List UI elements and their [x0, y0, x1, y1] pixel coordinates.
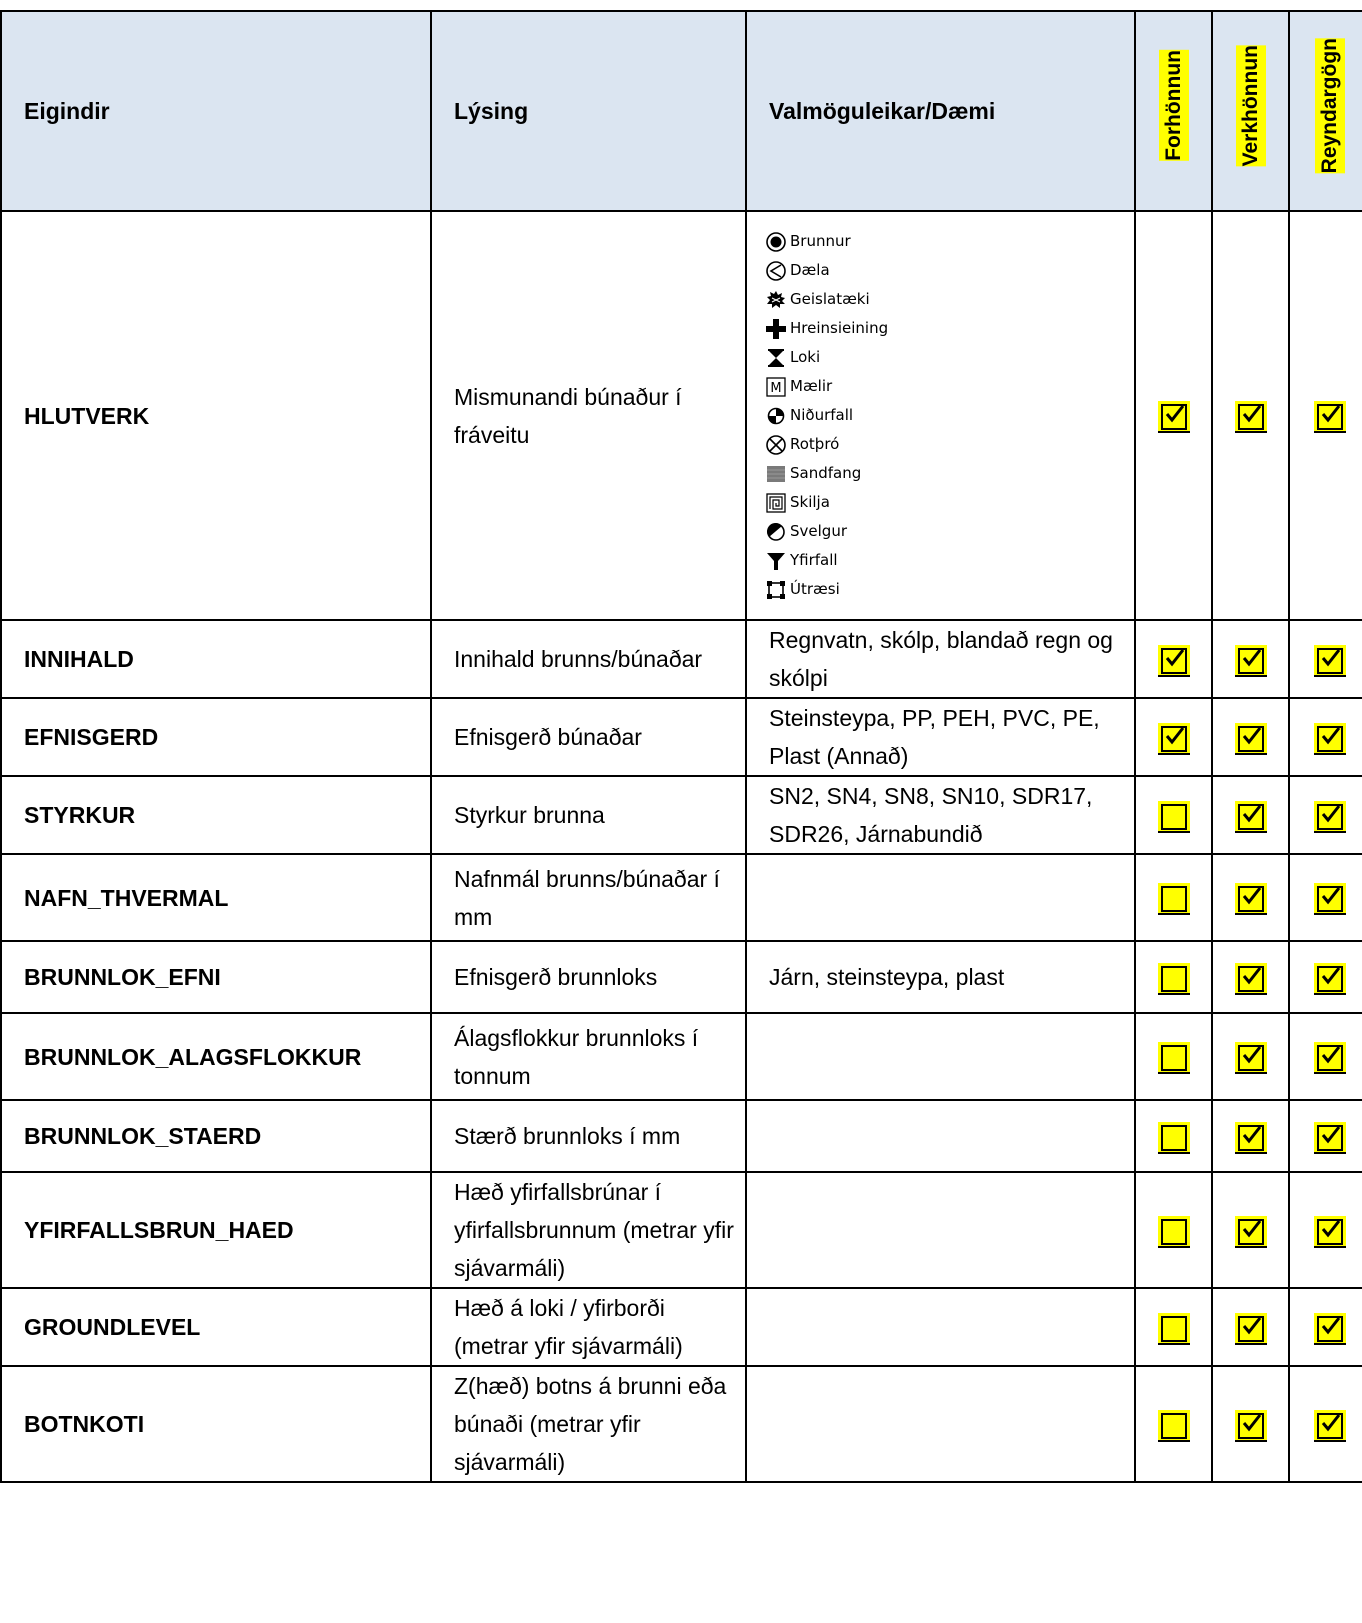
box-underline	[1235, 1440, 1267, 1442]
options-cell: Járn, steinsteypa, plast	[746, 941, 1135, 1013]
checked-box-icon[interactable]	[1235, 883, 1267, 915]
header-eigindir: Eigindir	[1, 11, 431, 211]
checkmark-icon	[1317, 724, 1343, 750]
option-label: Brunnur	[790, 232, 851, 250]
checked-box-icon[interactable]	[1235, 1122, 1267, 1154]
checkmark-icon	[1317, 1217, 1343, 1243]
funnel-icon	[765, 550, 787, 572]
box-underline	[1314, 431, 1346, 433]
checkmark-icon	[1238, 884, 1264, 910]
plus-icon	[765, 318, 787, 340]
option-label: Rotþró	[790, 435, 840, 453]
checked-box-icon[interactable]	[1158, 401, 1190, 433]
checked-box-icon[interactable]	[1235, 1216, 1267, 1248]
verkhonnun-cell	[1212, 854, 1289, 941]
forhonnun-cell	[1135, 1013, 1212, 1100]
attribute-name: BRUNNLOK_EFNI	[1, 941, 431, 1013]
description-cell: Efnisgerð búnaðar	[431, 698, 746, 776]
box-underline	[1235, 1343, 1267, 1345]
attribute-name: BRUNNLOK_STAERD	[1, 1100, 431, 1172]
checked-box-icon[interactable]	[1235, 1313, 1267, 1345]
option-label: Svelgur	[790, 522, 847, 540]
reyndargogn-cell	[1289, 1013, 1362, 1100]
option-item	[765, 343, 1134, 372]
checked-box-icon[interactable]	[1314, 801, 1346, 833]
checkmark-icon	[1238, 1217, 1264, 1243]
option-label: Skilja	[790, 493, 830, 511]
target-circle-icon	[765, 231, 787, 253]
empty-box-icon[interactable]	[1158, 1313, 1190, 1345]
box-underline	[1314, 675, 1346, 677]
attribute-name: INNIHALD	[1, 620, 431, 698]
checkmark-icon	[1238, 724, 1264, 750]
verkhonnun-cell	[1212, 1288, 1289, 1366]
forhonnun-cell	[1135, 698, 1212, 776]
reyndargogn-cell	[1289, 941, 1362, 1013]
checked-box-icon[interactable]	[1314, 645, 1346, 677]
box-underline	[1314, 993, 1346, 995]
box-outline	[1161, 1125, 1187, 1151]
gear-blob-icon	[765, 289, 787, 311]
attribute-name: STYRKUR	[1, 776, 431, 854]
box-underline	[1314, 1343, 1346, 1345]
checkmark-icon	[1317, 1411, 1343, 1437]
option-label: Dæla	[790, 261, 830, 279]
verkhonnun-cell	[1212, 941, 1289, 1013]
option-item	[765, 488, 1134, 517]
table-row	[1, 776, 1362, 854]
checkmark-icon	[1317, 802, 1343, 828]
table-row	[1, 854, 1362, 941]
options-icon-list	[746, 211, 1135, 620]
checked-box-icon[interactable]	[1158, 645, 1190, 677]
box-underline	[1235, 753, 1267, 755]
empty-box-icon[interactable]	[1158, 801, 1190, 833]
checkmark-icon	[1161, 402, 1187, 428]
description-cell: Stærð brunnloks í mm	[431, 1100, 746, 1172]
description-cell: Efnisgerð brunnloks	[431, 941, 746, 1013]
reyndargogn-cell	[1289, 1366, 1362, 1482]
forhonnun-cell	[1135, 620, 1212, 698]
verkhonnun-cell	[1212, 211, 1289, 620]
option-item	[765, 401, 1134, 430]
checkmark-icon	[1161, 646, 1187, 672]
table-row	[1, 211, 1362, 620]
attribute-name: BRUNNLOK_ALAGSFLOKKUR	[1, 1013, 431, 1100]
option-item	[765, 256, 1134, 285]
option-item	[765, 372, 1134, 401]
options-cell	[746, 1172, 1135, 1288]
box-outline	[1161, 804, 1187, 830]
verkhonnun-cell	[1212, 620, 1289, 698]
options-cell: Regnvatn, skólp, blandað regn og skólpi	[746, 620, 1135, 698]
box-underline	[1235, 913, 1267, 915]
box-underline	[1235, 675, 1267, 677]
empty-box-icon[interactable]	[1158, 1410, 1190, 1442]
box-underline	[1314, 1440, 1346, 1442]
checked-box-icon[interactable]	[1314, 1122, 1346, 1154]
box-outline	[1161, 1219, 1187, 1245]
checked-box-icon[interactable]	[1235, 801, 1267, 833]
box-outline	[1161, 1413, 1187, 1439]
checked-box-icon[interactable]	[1314, 1216, 1346, 1248]
table-row	[1, 1100, 1362, 1172]
table-row	[1, 941, 1362, 1013]
verkhonnun-cell	[1212, 1172, 1289, 1288]
description-cell: Z(hæð) botns á brunni eða búnaði (metrar yfir sjávarmáli)	[431, 1366, 746, 1482]
forhonnun-cell	[1135, 854, 1212, 941]
verkhonnun-cell	[1212, 776, 1289, 854]
table-row	[1, 1172, 1362, 1288]
reyndargogn-cell	[1289, 1100, 1362, 1172]
attribute-name: NAFN_THVERMAL	[1, 854, 431, 941]
box-underline	[1235, 1246, 1267, 1248]
half-circle-icon	[765, 521, 787, 543]
checked-box-icon[interactable]	[1314, 1313, 1346, 1345]
box-underline	[1235, 1152, 1267, 1154]
box-underline	[1314, 753, 1346, 755]
options-cell	[746, 1366, 1135, 1482]
header-valmoguleikar: Valmöguleikar/Dæmi	[746, 11, 1135, 211]
option-label: Útræsi	[790, 580, 840, 598]
description-cell: Styrkur brunna	[431, 776, 746, 854]
box-underline	[1158, 1072, 1190, 1074]
box-underline	[1158, 675, 1190, 677]
option-item	[765, 227, 1134, 256]
options-cell: SN2, SN4, SN8, SN10, SDR17, SDR26, Járnabundið	[746, 776, 1135, 854]
attribute-name: GROUNDLEVEL	[1, 1288, 431, 1366]
option-label: Geislatæki	[790, 290, 870, 308]
checkmark-icon	[1238, 802, 1264, 828]
empty-box-icon[interactable]	[1158, 883, 1190, 915]
checkmark-icon	[1238, 964, 1264, 990]
options-cell	[746, 1288, 1135, 1366]
empty-box-icon[interactable]	[1158, 1122, 1190, 1154]
checked-box-icon[interactable]	[1235, 1042, 1267, 1074]
reyndargogn-cell	[1289, 1288, 1362, 1366]
checkmark-icon	[1238, 1411, 1264, 1437]
box-underline	[1314, 1072, 1346, 1074]
box-underline	[1158, 1152, 1190, 1154]
box-outline	[1161, 886, 1187, 912]
description-cell: Mismunandi búnaður í fráveitu	[431, 211, 746, 620]
verkhonnun-cell	[1212, 1013, 1289, 1100]
option-item	[765, 546, 1134, 575]
checkmark-icon	[1238, 402, 1264, 428]
forhonnun-cell	[1135, 1172, 1212, 1288]
checked-box-icon[interactable]	[1235, 723, 1267, 755]
checked-box-icon[interactable]	[1314, 1410, 1346, 1442]
outlet-square-icon	[765, 579, 787, 601]
quarter-circle-icon	[765, 405, 787, 427]
verkhonnun-cell	[1212, 698, 1289, 776]
box-underline	[1235, 1072, 1267, 1074]
option-item	[765, 459, 1134, 488]
checkmark-icon	[1238, 1314, 1264, 1340]
option-label: Hreinsieining	[790, 319, 889, 337]
table-row	[1, 1366, 1362, 1482]
header-verkhonnun: Verkhönnun	[1212, 11, 1289, 211]
table-row	[1, 1013, 1362, 1100]
verkhonnun-cell	[1212, 1366, 1289, 1482]
attribute-name: BOTNKOTI	[1, 1366, 431, 1482]
attribute-name: HLUTVERK	[1, 211, 431, 620]
box-outline	[1161, 1045, 1187, 1071]
checked-box-icon[interactable]	[1314, 883, 1346, 915]
checked-box-icon[interactable]	[1235, 1410, 1267, 1442]
empty-box-icon[interactable]	[1158, 963, 1190, 995]
option-label: Sandfang	[790, 464, 862, 482]
box-underline	[1314, 1152, 1346, 1154]
option-item	[765, 517, 1134, 546]
hatched-square-icon	[765, 463, 787, 485]
table-row	[1, 698, 1362, 776]
box-underline	[1235, 431, 1267, 433]
reyndargogn-cell	[1289, 620, 1362, 698]
forhonnun-cell	[1135, 941, 1212, 1013]
box-underline	[1235, 831, 1267, 833]
options-cell	[746, 1100, 1135, 1172]
checked-box-icon[interactable]	[1314, 963, 1346, 995]
checkmark-icon	[1317, 1314, 1343, 1340]
forhonnun-cell	[1135, 1366, 1212, 1482]
option-item	[765, 430, 1134, 459]
box-underline	[1158, 1246, 1190, 1248]
options-cell	[746, 1013, 1135, 1100]
checkmark-icon	[1161, 724, 1187, 750]
reyndargogn-cell	[1289, 1172, 1362, 1288]
box-underline	[1314, 1246, 1346, 1248]
description-cell: Hæð yfirfallsbrúnar í yfirfallsbrunnum (metrar yfir sjávarmáli)	[431, 1172, 746, 1288]
header-row	[1, 11, 1362, 211]
attribute-name: EFNISGERD	[1, 698, 431, 776]
checkmark-icon	[1238, 646, 1264, 672]
box-underline	[1158, 431, 1190, 433]
reyndargogn-cell	[1289, 776, 1362, 854]
crossed-circle-icon	[765, 434, 787, 456]
box-underline	[1158, 993, 1190, 995]
header-reyndargogn: Reyndargögn	[1289, 11, 1362, 211]
checked-box-icon[interactable]	[1314, 723, 1346, 755]
checkmark-icon	[1317, 884, 1343, 910]
checkmark-icon	[1317, 1123, 1343, 1149]
forhonnun-cell	[1135, 211, 1212, 620]
forhonnun-cell	[1135, 1288, 1212, 1366]
checked-box-icon[interactable]	[1314, 401, 1346, 433]
option-item	[765, 285, 1134, 314]
attribute-table	[0, 10, 1362, 1483]
box-outline	[1161, 1316, 1187, 1342]
box-underline	[1158, 1343, 1190, 1345]
checked-box-icon[interactable]	[1235, 963, 1267, 995]
header-lysing: Lýsing	[431, 11, 746, 211]
box-underline	[1235, 993, 1267, 995]
hourglass-icon	[765, 347, 787, 369]
empty-box-icon[interactable]	[1158, 1216, 1190, 1248]
empty-box-icon[interactable]	[1158, 1042, 1190, 1074]
option-item	[765, 575, 1134, 604]
box-underline	[1158, 753, 1190, 755]
checkmark-icon	[1317, 964, 1343, 990]
description-cell: Nafnmál brunns/búnaðar í mm	[431, 854, 746, 941]
description-cell: Innihald brunns/búnaðar	[431, 620, 746, 698]
reyndargogn-cell	[1289, 211, 1362, 620]
box-underline	[1158, 1440, 1190, 1442]
option-label: Mælir	[790, 377, 833, 395]
checked-box-icon[interactable]	[1158, 723, 1190, 755]
spiral-square-icon	[765, 492, 787, 514]
option-label: Yfirfall	[790, 551, 838, 569]
forhonnun-cell	[1135, 1100, 1212, 1172]
svg-text:M: M	[770, 380, 782, 396]
checkmark-icon	[1238, 1043, 1264, 1069]
checkmark-icon	[1317, 646, 1343, 672]
checked-box-icon[interactable]	[1314, 1042, 1346, 1074]
pump-icon	[765, 260, 787, 282]
options-cell: Steinsteypa, PP, PEH, PVC, PE, Plast (Annað)	[746, 698, 1135, 776]
forhonnun-cell	[1135, 776, 1212, 854]
table-row	[1, 1288, 1362, 1366]
meter-box-icon	[765, 376, 787, 398]
options-cell	[746, 854, 1135, 941]
table-row	[1, 620, 1362, 698]
box-underline	[1158, 831, 1190, 833]
header-forhonnun: Forhönnun	[1135, 11, 1212, 211]
box-outline	[1161, 966, 1187, 992]
attribute-name: YFIRFALLSBRUN_HAED	[1, 1172, 431, 1288]
box-underline	[1314, 831, 1346, 833]
checkmark-icon	[1317, 1043, 1343, 1069]
option-item	[765, 314, 1134, 343]
verkhonnun-cell	[1212, 1100, 1289, 1172]
description-cell: Hæð á loki / yfirborði (metrar yfir sjávarmáli)	[431, 1288, 746, 1366]
option-label: Loki	[790, 348, 821, 366]
checkmark-icon	[1238, 1123, 1264, 1149]
reyndargogn-cell	[1289, 854, 1362, 941]
checked-box-icon[interactable]	[1235, 401, 1267, 433]
description-cell: Álagsflokkur brunnloks í tonnum	[431, 1013, 746, 1100]
checkmark-icon	[1317, 402, 1343, 428]
box-underline	[1158, 913, 1190, 915]
box-underline	[1314, 913, 1346, 915]
checked-box-icon[interactable]	[1235, 645, 1267, 677]
option-label: Niðurfall	[790, 406, 854, 424]
reyndargogn-cell	[1289, 698, 1362, 776]
